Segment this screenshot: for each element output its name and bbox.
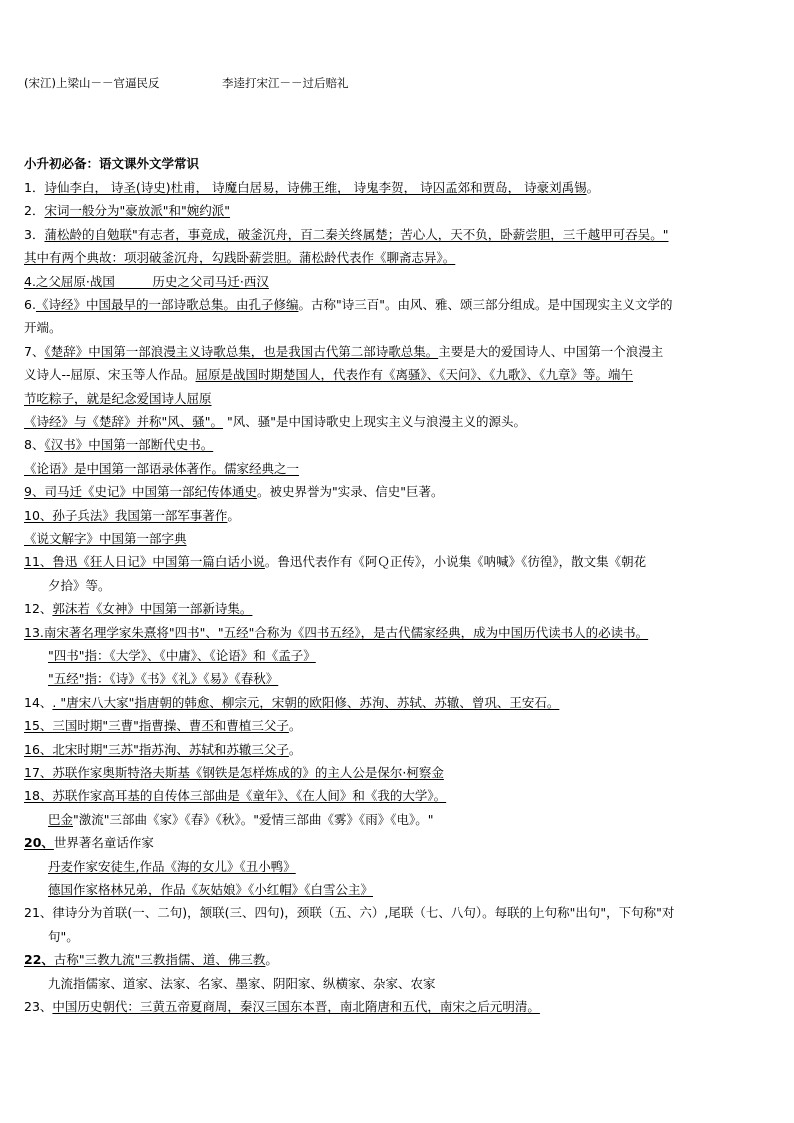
header-note-1: (宋江)上梁山－－官逼民反 xyxy=(24,76,160,90)
list-line xyxy=(48,577,111,595)
line-segment: 九流指儒家、道家、法家、名家、墨家、阴阳家、纵横家、杂家、农家 xyxy=(48,975,436,991)
list-line xyxy=(24,741,301,759)
line-segment: 屈原是战国时期楚国人，代表作有《离骚》、《天问》、《九歌》、《九章》等。端午 xyxy=(195,367,634,383)
line-segment: 22、 xyxy=(24,952,54,968)
line-segment: 《说文解字》中国第一部字典 xyxy=(24,531,187,546)
line-segment: 主要是大的爱国诗人、中国第一个浪漫主 xyxy=(438,343,664,359)
line-segment: 古称"三教九流"三教指儒、道、佛三教 xyxy=(53,952,266,968)
line-segment: 15、三国时期"三曹"指曹操、曹丕和曹植三父子 xyxy=(24,718,289,734)
line-segment: 11、鲁迅《狂人日记》中国第一篇白话小说 xyxy=(24,554,265,570)
list-line xyxy=(24,483,443,501)
line-segment: 14、 xyxy=(24,694,53,710)
line-segment: 义诗人--屈原、宋玉等人作品。 xyxy=(24,367,196,383)
line-segment: 18、苏联作家高耳基的自传体三部曲是《童年》、《在人间》和《我的大学》。 xyxy=(24,788,447,804)
line-segment: 《论语》是中国第一部语录体著作。儒家经典之一 xyxy=(24,460,300,476)
line-segment: 节吃粽子，就是纪念爱国诗人屈原 xyxy=(24,390,212,406)
line-segment: "四书"指：《大学》、《中庸》、《论语》和《孟子》 xyxy=(48,648,316,663)
list-line xyxy=(24,202,230,220)
line-segment: 7、 xyxy=(24,343,45,359)
line-segment: 。 xyxy=(288,741,302,757)
line-segment: 诗仙李白， 诗圣(诗史)杜甫， 诗魔白居易，诗佛王维， 诗鬼李贺， 诗囚孟郊和贾岛， 诗豪刘禹锡 xyxy=(44,180,587,195)
list-line xyxy=(24,904,674,922)
list-line xyxy=(24,343,663,361)
list-line xyxy=(24,390,212,408)
list-line xyxy=(48,670,278,688)
line-segment: 中国历史朝代：三黄五帝夏商周，秦汉三国东本晋，南北隋唐和五代，南宋之后元明清。 xyxy=(52,999,540,1014)
list-line xyxy=(24,530,187,548)
line-segment: "五经"指：《诗》《书》《礼》《易》《春秋》 xyxy=(48,671,279,687)
line-segment: 《楚辞》中国第一部浪漫主义诗歌总集，也是我国古代第二部诗歌总集。 xyxy=(44,343,439,359)
list-line xyxy=(24,460,299,478)
line-segment: 蒲松龄的自勉联"有志者，事竟成，破釜沉舟，百二秦关终属楚；苦心人，天不负，卧薪尝胆，三千越甲可吞吴。" xyxy=(44,226,669,242)
line-segment: 丹麦作家安徒生,作品《海的女儿》《丑小鸭》 xyxy=(48,858,296,874)
list-line xyxy=(24,764,444,782)
list-line xyxy=(24,717,301,735)
line-segment: . "唐宋八大家"指唐朝的韩愈、柳宗元，宋朝的欧阳修、苏洵、苏轼、苏辙、曾巩、王安石。 xyxy=(52,694,560,710)
line-segment: 10、孙子兵法》我国第一部军事著作 xyxy=(24,507,228,523)
list-line xyxy=(24,413,526,431)
list-line xyxy=(48,928,79,946)
list-line xyxy=(48,881,373,899)
list-line xyxy=(24,998,540,1016)
list-line xyxy=(24,624,648,642)
line-segment: 3． xyxy=(24,226,45,242)
line-segment: 8、 xyxy=(24,437,45,453)
line-segment: "风、骚"是中国诗歌史上现实主义与浪漫主义的源头。 xyxy=(223,414,526,429)
line-segment: 1． xyxy=(24,180,45,195)
header-note-2: 李逵打宋江－－过后赔礼 xyxy=(222,76,349,90)
line-segment: 巴金 xyxy=(48,811,74,827)
list-line xyxy=(48,975,436,993)
line-segment: 宋词一般分为"豪放派"和"婉约派" xyxy=(44,203,230,219)
list-line xyxy=(24,179,599,197)
list-line xyxy=(48,647,316,665)
line-segment: 世界著名童话作家 xyxy=(53,835,154,851)
line-segment: 。 xyxy=(227,507,240,523)
line-segment: 律诗分为首联(一、二句)，颔联(三、四句)，颈联（五、六）,尾联（七、八句）。每联的上句称"出句"，下句称"对 xyxy=(52,905,675,921)
list-line xyxy=(24,694,559,712)
list-line xyxy=(48,858,296,876)
list-line xyxy=(24,296,672,314)
list-line xyxy=(24,834,154,852)
section-title: 小升初必备：语文课外文学常识 xyxy=(24,156,200,171)
list-line xyxy=(24,507,240,525)
line-segment: 其中有两个典故：项羽破釜沉舟，勾践卧薪尝胆。蒲松龄代表作《聊斋志异》。 xyxy=(24,250,456,266)
list-line xyxy=(24,553,646,571)
line-segment: 16、北宋时期"三苏"指苏洵、苏轼和苏辙三父子 xyxy=(24,741,289,757)
line-segment: 13.南宋著名理学家朱熹将"四书"、"五经"合称为《四书五经》，是古代儒家经典，成为中国历代读书人的必读书。 xyxy=(24,624,649,640)
line-segment: "激流"三部曲《家》《春》《秋》。"爱情三部曲《雾》《雨》《电》。" xyxy=(73,811,434,827)
line-segment: 开端。 xyxy=(24,320,62,336)
list-line xyxy=(24,249,455,267)
line-segment: 4.之父屈原·战国 历史之父司马迁·西汉 xyxy=(24,273,269,289)
line-segment: 夕拾》等。 xyxy=(48,577,111,593)
list-line xyxy=(24,226,668,244)
line-segment: 17、苏联作家奥斯特洛夫斯基《钢铁是怎样炼成的》的主人公是保尔·柯察金 xyxy=(24,765,444,780)
list-line xyxy=(24,436,213,454)
list-line xyxy=(24,273,269,291)
list-line xyxy=(48,811,434,829)
list-line xyxy=(24,600,252,618)
list-line xyxy=(24,319,62,337)
line-segment: 20、 xyxy=(24,835,54,851)
line-segment: 6. xyxy=(24,297,36,312)
line-segment: 。 xyxy=(586,180,600,195)
list-line xyxy=(24,787,446,805)
line-segment: 。鲁迅代表作有《阿Ｑ正传》，小说集《呐喊》《彷徨》，散文集《朝花 xyxy=(264,554,647,570)
list-line xyxy=(24,366,633,384)
line-segment: 《诗经》中国最早的一部诗歌总集。由孔子修编 xyxy=(35,297,299,312)
line-segment: 12、 xyxy=(24,601,53,617)
line-segment: 。古称"诗三百"。由风、雅、颂三部分组成。是中国现实主义文学的 xyxy=(298,297,673,312)
line-segment: 。被史界誉为"实录、信史"巨著。 xyxy=(256,484,444,500)
line-segment: 德国作家格林兄弟，作品《灰姑娘》《小红帽》《白雪公主》 xyxy=(48,882,374,897)
line-segment: 《诗经》与《楚辞》并称"风、骚"。 xyxy=(24,414,223,429)
line-segment: 2． xyxy=(24,203,45,219)
line-segment: 《汉书》中国第一部断代史书。 xyxy=(44,437,214,453)
line-segment: 9、司马迁《史记》中国第一部纪传体通史 xyxy=(24,484,257,500)
line-segment: 21、 xyxy=(24,905,53,921)
line-segment: 句"。 xyxy=(48,928,79,944)
line-segment: 23、 xyxy=(24,999,53,1014)
list-line xyxy=(24,951,278,969)
line-segment: 。 xyxy=(288,718,302,734)
line-segment: 。 xyxy=(265,952,278,968)
line-segment: 郭沫若《女神》中国第一部新诗集。 xyxy=(52,601,253,617)
